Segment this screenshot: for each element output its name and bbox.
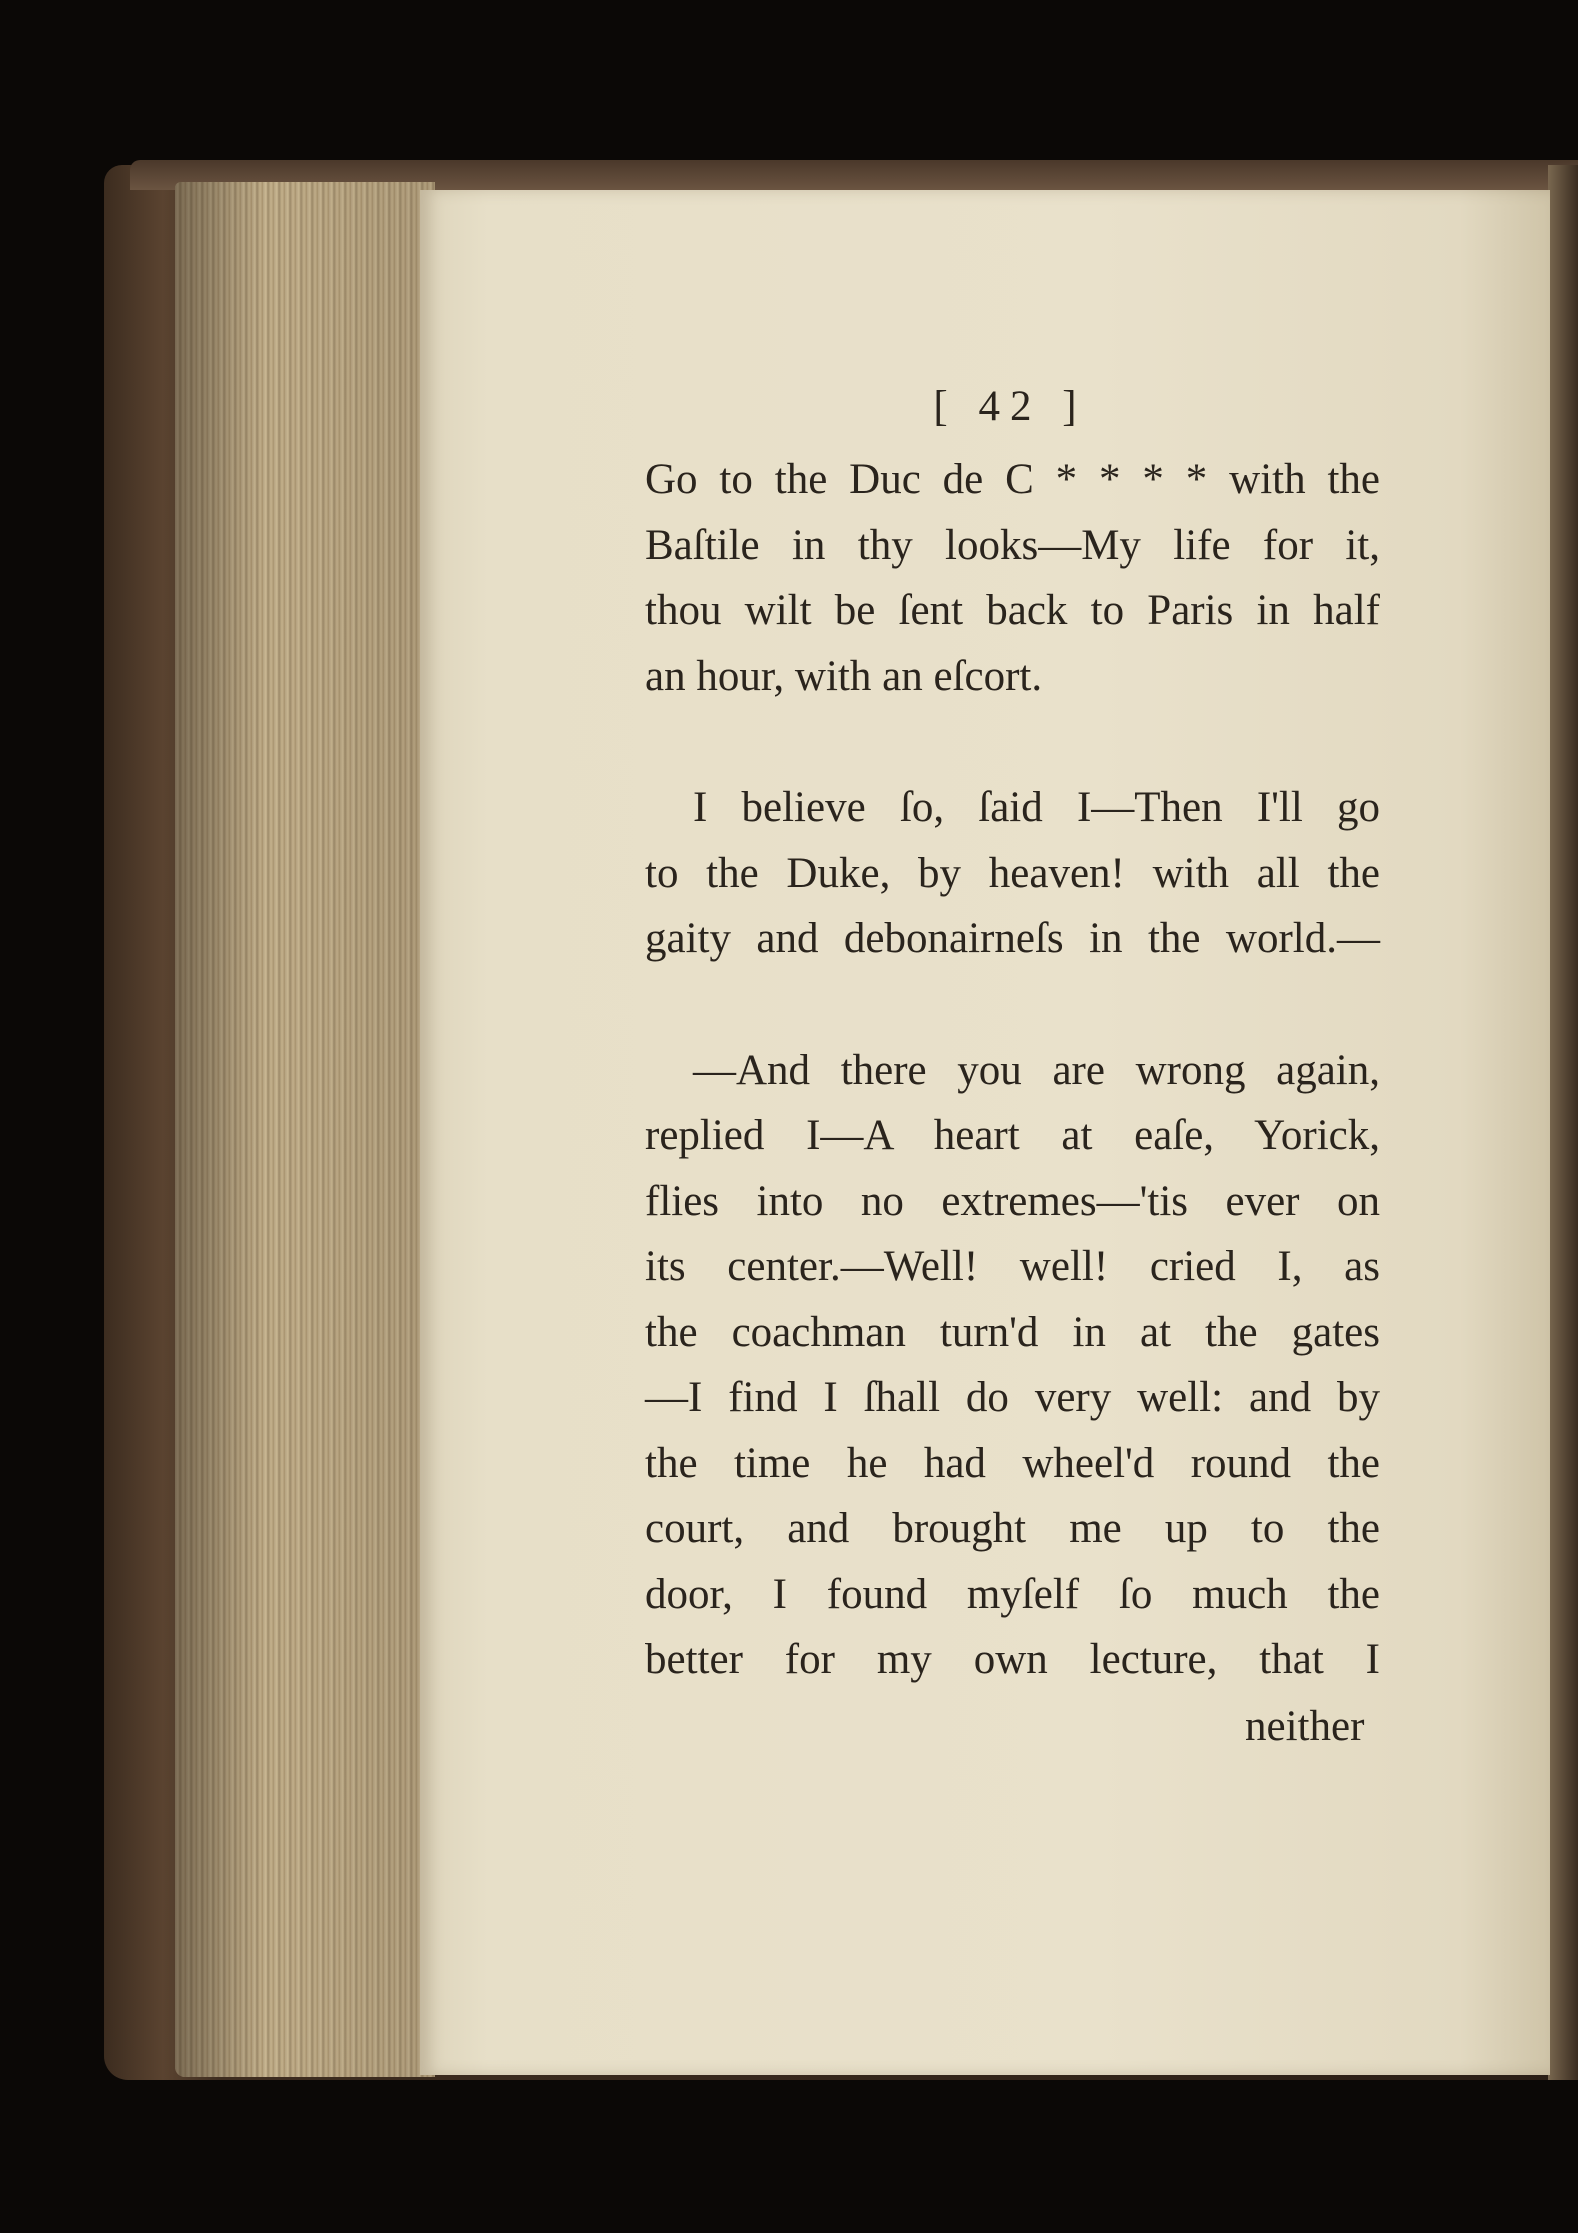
text-line: replied I—A heart at eaſe, Yorick,: [645, 1112, 1380, 1159]
text-line: Go to the Duc de C * * * * with the: [645, 456, 1380, 503]
catchword: neither: [1245, 1703, 1365, 1750]
text-line: thou wilt be ſent back to Paris in half: [645, 587, 1380, 634]
text-line: its center.—Well! well! cried I, as: [645, 1243, 1380, 1290]
text-line: flies into no extremes—'tis ever on: [645, 1177, 1380, 1225]
text-line: —And there you are wrong again,: [693, 1046, 1380, 1094]
text-line: to the Duke, by heaven! with all the: [645, 849, 1380, 897]
page-edges-shadow: [175, 182, 435, 2077]
text-line: an hour, with an eſcort.: [645, 652, 1043, 700]
page-number: [ 42 ]: [933, 383, 1087, 430]
paragraph-gap: [645, 709, 1380, 775]
text-line: door, I found myſelf ſo much the: [645, 1570, 1380, 1618]
text-line: the coachman turn'd in at the gates: [645, 1308, 1380, 1356]
text-line: better for my own lecture, that I: [645, 1636, 1380, 1683]
right-gutter: [1548, 165, 1578, 2080]
text-line: Baſtile in thy looks—My life for it,: [645, 521, 1380, 569]
paragraph-gap: [645, 972, 1380, 1038]
text-line: gaity and debonairneſs in the world.—: [645, 915, 1380, 962]
text-line: court, and brought me up to the: [645, 1505, 1380, 1552]
text-line: —I find I ſhall do very well: and by: [645, 1374, 1380, 1421]
text-line: the time he had wheel'd round the: [645, 1439, 1380, 1487]
page-text: [645, 447, 1380, 1693]
text-line: I believe ſo, ſaid I—Then I'll go: [693, 784, 1380, 831]
